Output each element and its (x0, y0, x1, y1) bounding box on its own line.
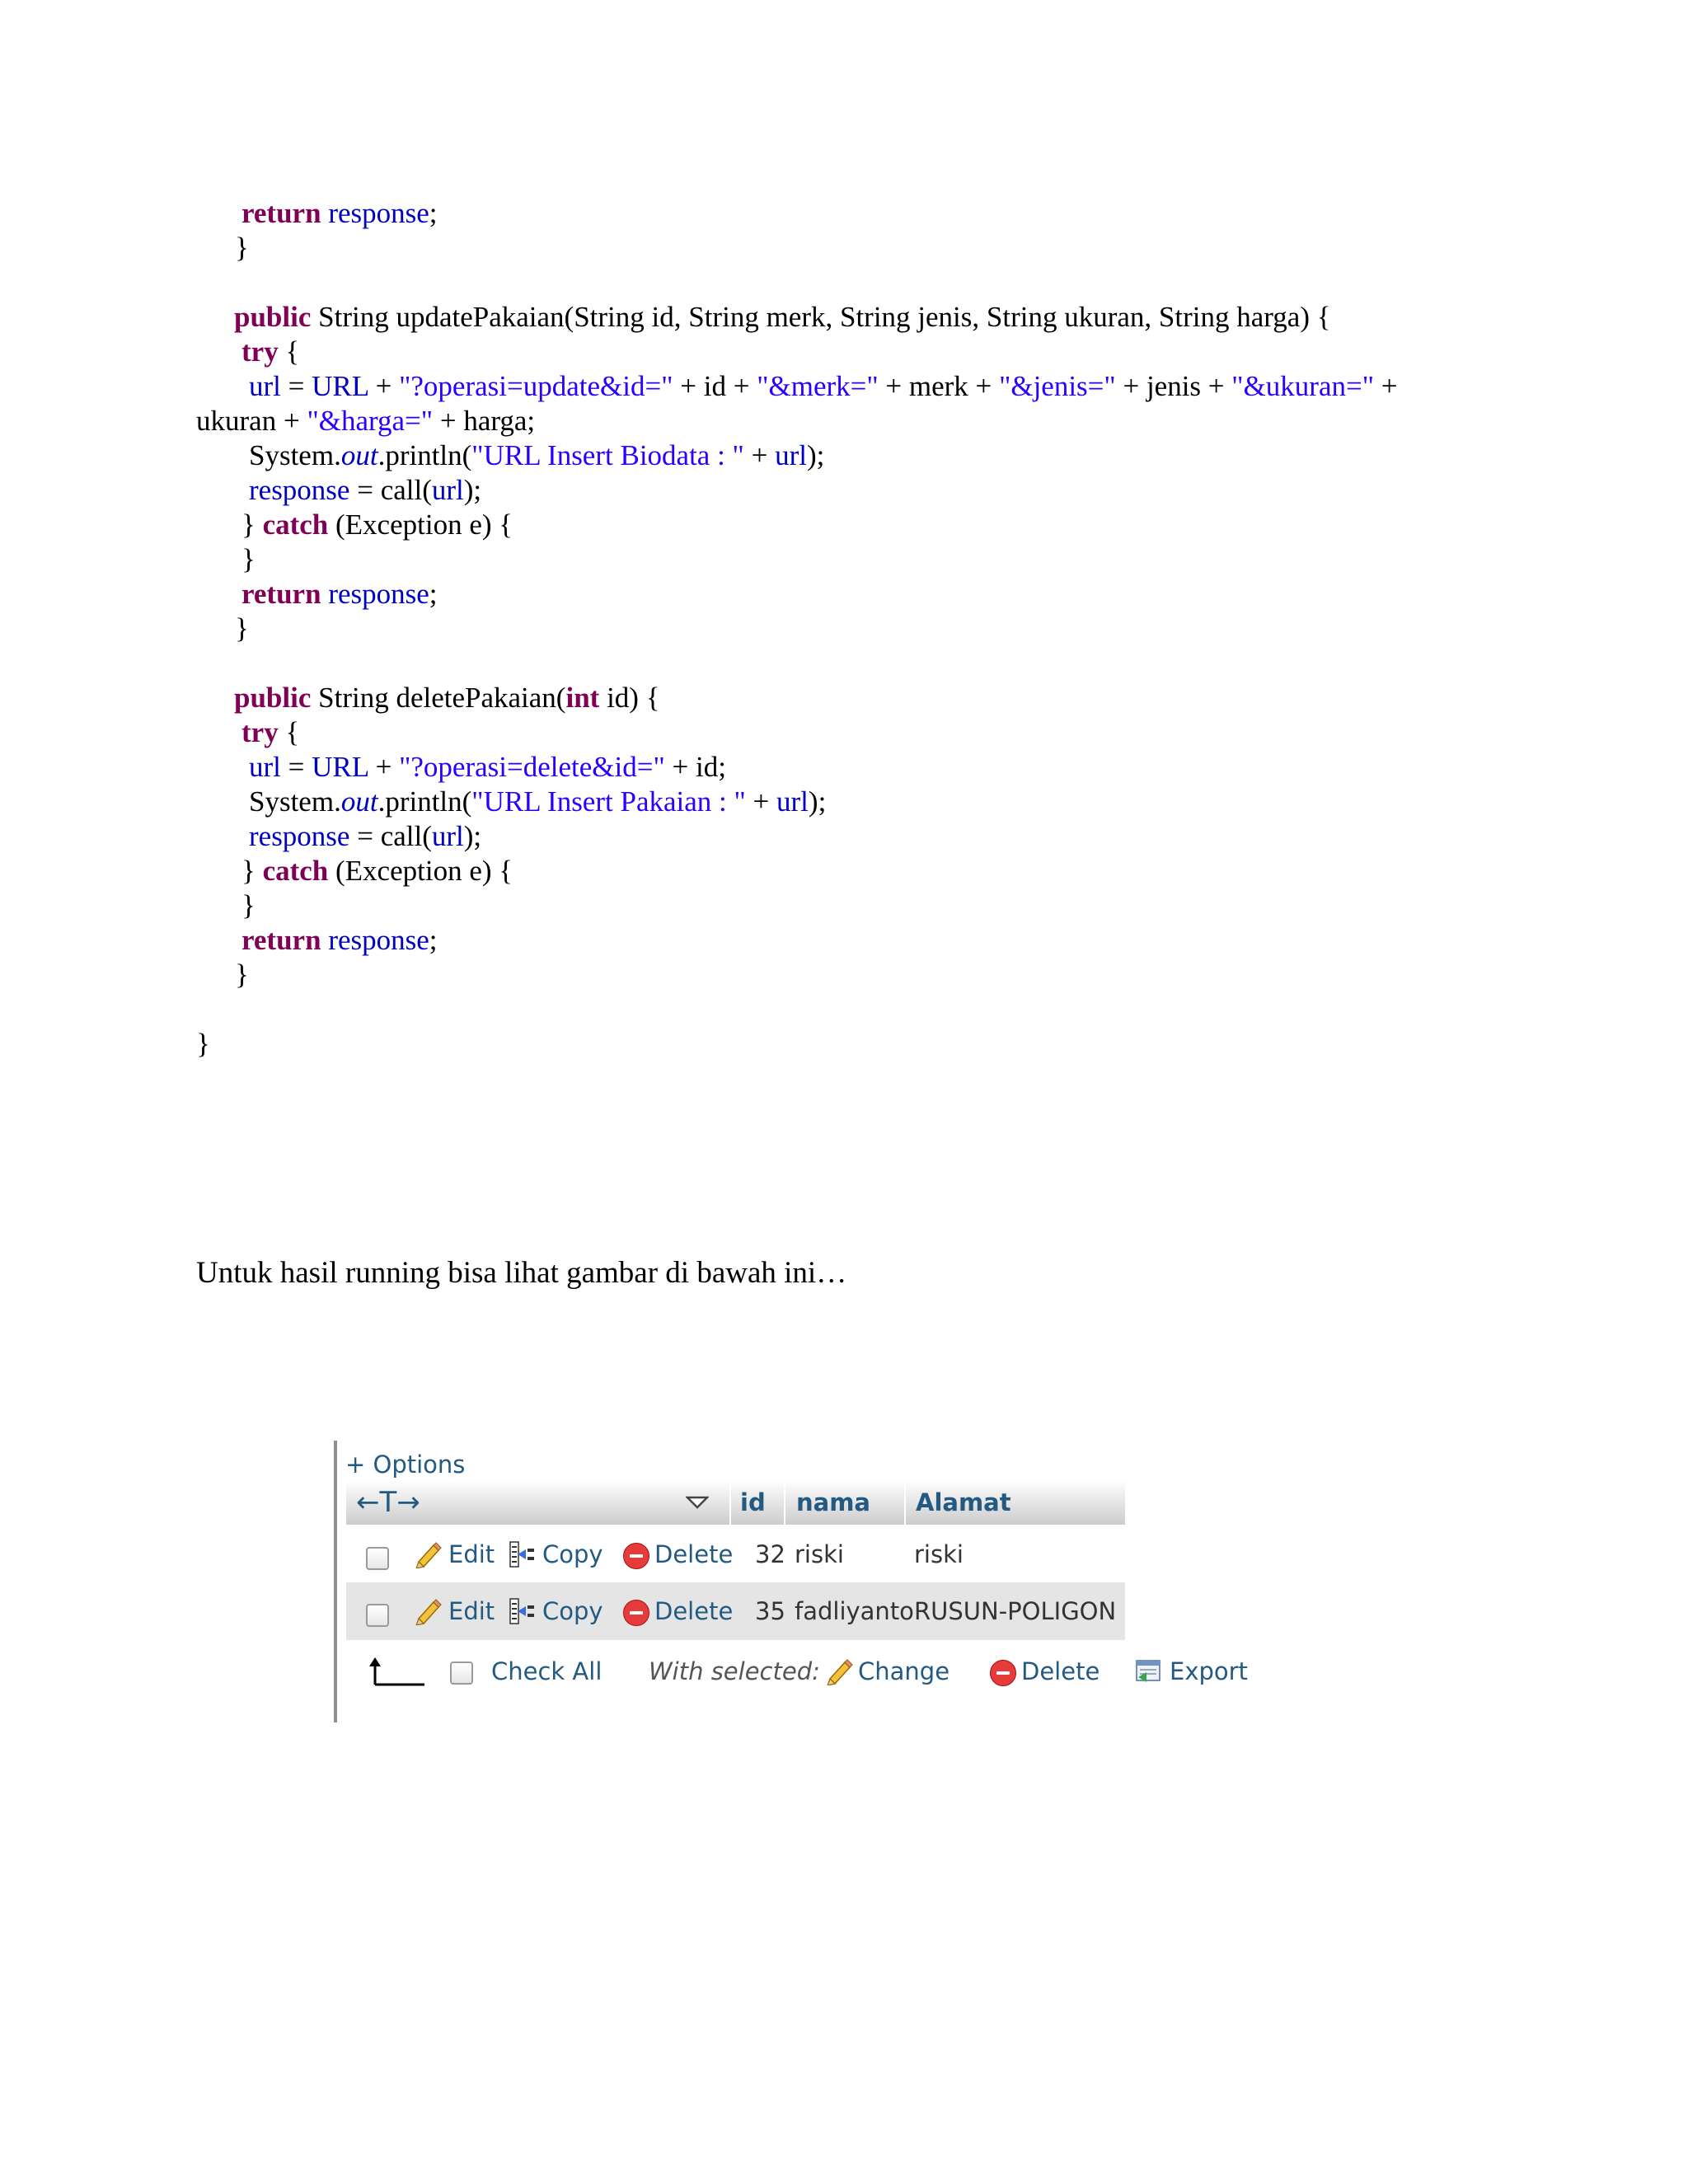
header-separator (729, 1480, 731, 1525)
column-header-nama[interactable]: nama (796, 1488, 871, 1516)
code-line: return response; (241, 578, 438, 610)
check-all-link[interactable]: Check All (491, 1657, 603, 1685)
code-line: try { (241, 335, 300, 368)
arrow-up-corner-icon (367, 1657, 426, 1690)
pencil-icon[interactable] (825, 1657, 853, 1685)
with-selected-label: With selected: (649, 1657, 820, 1685)
header-separator (904, 1480, 906, 1525)
code-line: } catch (Exception e) { (241, 855, 513, 887)
caption-text: Untuk hasil running bisa lihat gambar di bawah ini… (196, 1256, 847, 1290)
cell-nama: riski (795, 1540, 844, 1568)
copy-link[interactable]: Copy (542, 1597, 603, 1625)
code-line: try { (241, 716, 300, 748)
column-resize-arrows[interactable]: ←T→ (356, 1486, 420, 1519)
options-link[interactable]: + Options (345, 1451, 466, 1479)
check-all-checkbox[interactable] (450, 1661, 473, 1685)
export-selected-button[interactable]: Export (1170, 1657, 1248, 1685)
edit-link[interactable]: Edit (448, 1597, 495, 1625)
delete-icon[interactable] (623, 1543, 649, 1569)
code-line: } (235, 612, 249, 644)
code-line: response = call(url); (249, 820, 482, 852)
delete-icon[interactable] (623, 1600, 649, 1626)
export-icon[interactable] (1135, 1659, 1163, 1684)
column-header-alamat[interactable]: Alamat (916, 1488, 1011, 1516)
code-line: } catch (Exception e) { (241, 509, 513, 541)
column-header-id[interactable]: id (740, 1488, 766, 1516)
code-line: } (235, 958, 249, 991)
table-row (346, 1526, 1125, 1583)
code-line: url = URL + "?operasi=update&id=" + id + "&merk=" + merk + "&jenis=" + jenis + "&ukuran=" + (249, 370, 1398, 402)
table-header (346, 1480, 1125, 1525)
cell-alamat: RUSUN-POLIGON (914, 1597, 1117, 1625)
code-line: } (235, 232, 249, 264)
code-line: public String updatePakaian(String id, String merk, String jenis, String ukuran, String harga) { (234, 301, 1331, 333)
delete-icon[interactable] (990, 1660, 1016, 1686)
delete-selected-button[interactable]: Delete (1021, 1657, 1100, 1685)
row-checkbox[interactable] (366, 1604, 389, 1627)
code-line: response = call(url); (249, 474, 482, 506)
code-line: return response; (241, 197, 438, 229)
code-line: url = URL + "?operasi=delete&id=" + id; (249, 751, 726, 783)
header-separator (784, 1480, 785, 1525)
phpmyadmin-result-panel (334, 1441, 1282, 1722)
code-line: } (196, 1028, 210, 1060)
code-line: System.out.println("URL Insert Biodata : " + url); (249, 439, 825, 471)
edit-link[interactable]: Edit (448, 1540, 495, 1568)
code-line: return response; (241, 924, 438, 956)
code-line: } (241, 543, 256, 575)
code-line: ukuran + "&harga=" + harga; (196, 405, 536, 437)
pencil-icon[interactable] (414, 1540, 442, 1568)
code-line: public String deletePakaian(int id) { (234, 682, 660, 714)
code-line: System.out.println("URL Insert Pakaian : " + url); (249, 785, 827, 818)
code-line: } (241, 889, 256, 921)
cell-id: 35 (755, 1597, 785, 1625)
delete-link[interactable]: Delete (654, 1597, 734, 1625)
copy-icon[interactable] (508, 1540, 536, 1568)
pencil-icon[interactable] (414, 1597, 442, 1625)
copy-icon[interactable] (508, 1597, 536, 1625)
copy-link[interactable]: Copy (542, 1540, 603, 1568)
cell-nama: fadliyanto (795, 1597, 914, 1625)
table-row (346, 1582, 1125, 1640)
cell-alamat: riski (914, 1540, 964, 1568)
sort-dropdown-icon[interactable] (686, 1495, 709, 1510)
bulk-actions-bar (334, 1647, 1282, 1696)
change-selected-button[interactable]: Change (858, 1657, 950, 1685)
row-checkbox[interactable] (366, 1547, 389, 1570)
cell-id: 32 (755, 1540, 785, 1568)
delete-link[interactable]: Delete (654, 1540, 734, 1568)
